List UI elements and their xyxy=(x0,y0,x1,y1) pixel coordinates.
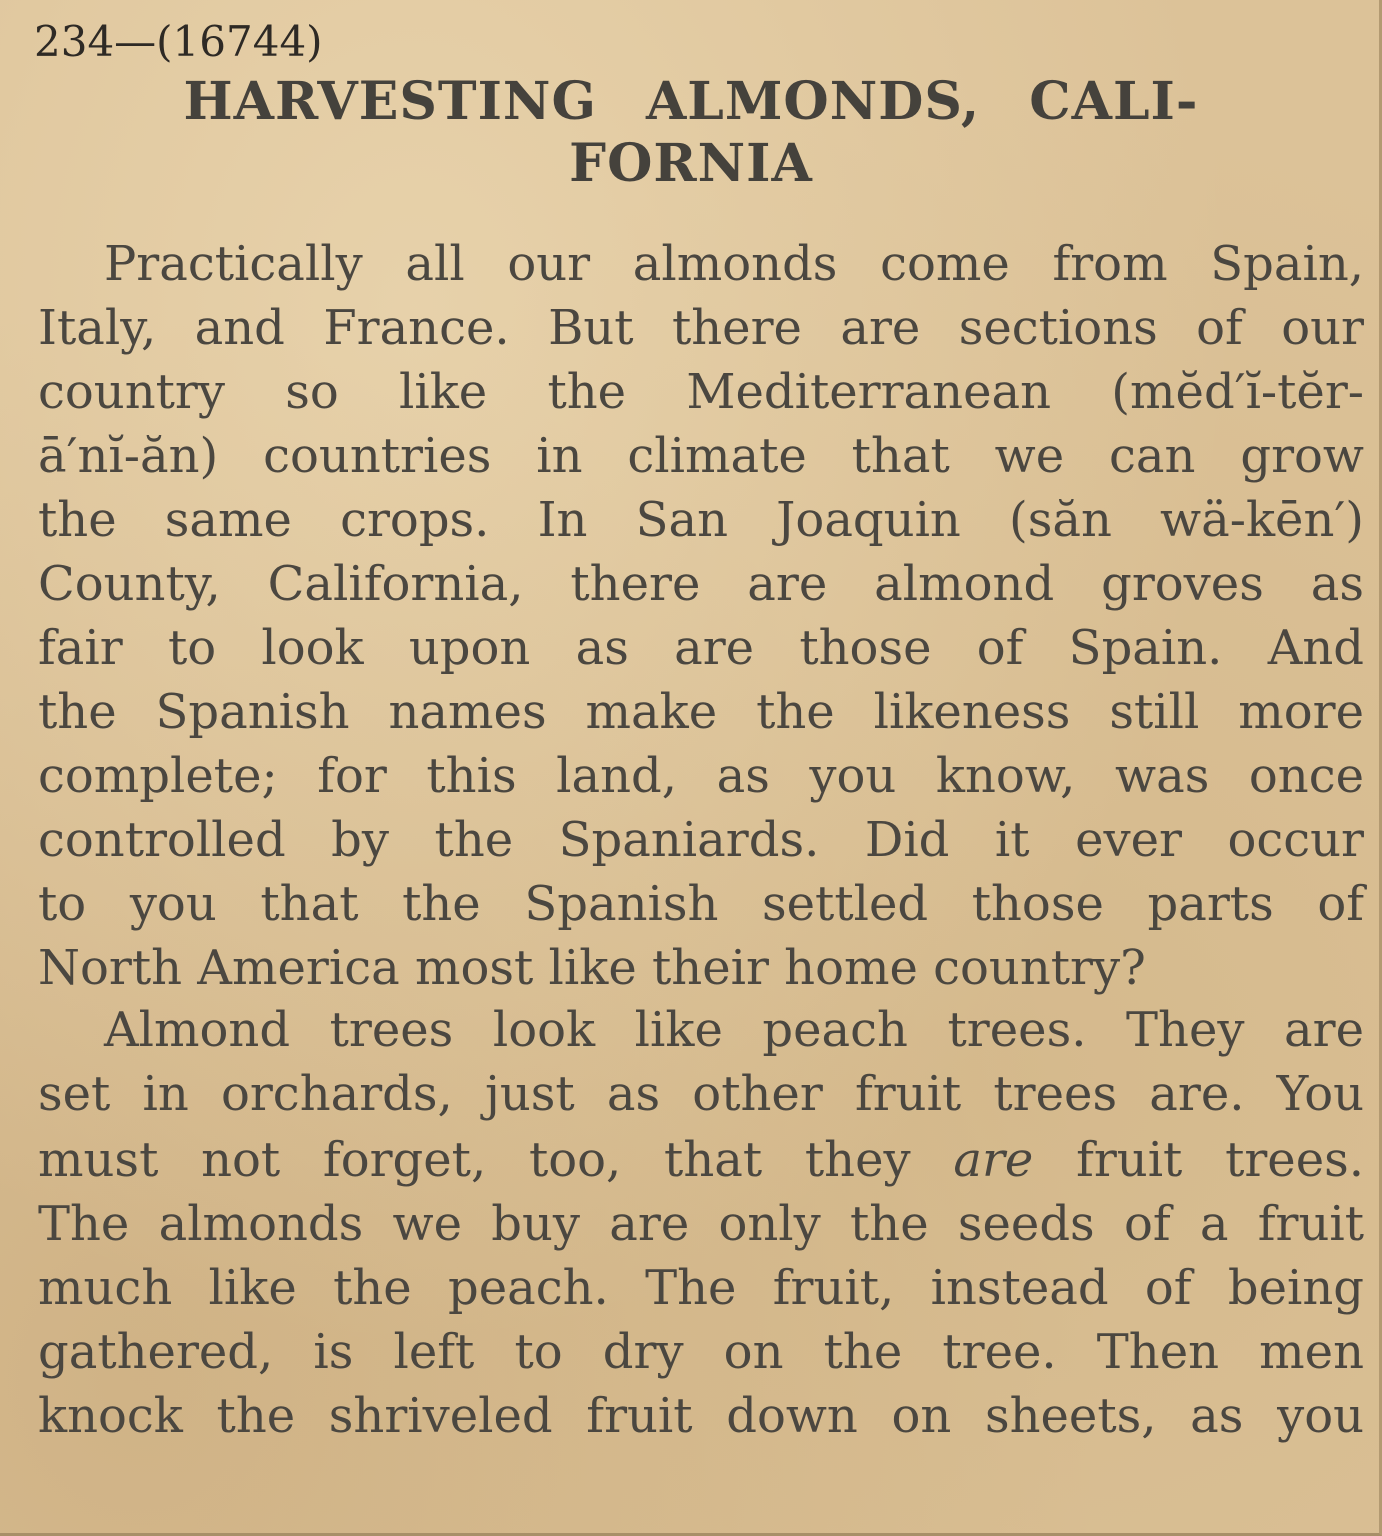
body-text-line: controlled by the Spaniards. Did it ever occur xyxy=(38,812,1364,868)
body-text-fragment: fruit trees. xyxy=(1033,1132,1365,1188)
body-text-line: ā′nĭ-ăn) countries in climate that we can grow xyxy=(38,428,1364,484)
body-text-line: fair to look upon as are those of Spain. And xyxy=(38,620,1364,676)
body-text-line: much like the peach. The fruit, instead of being xyxy=(38,1260,1364,1316)
body-text-line-with-emphasis xyxy=(38,1128,1364,1192)
body-text-line: country so like the Mediterranean (mĕd′ĭ-tĕr- xyxy=(38,364,1364,420)
body-text-line: Italy, and France. But there are sections of our xyxy=(38,300,1364,356)
body-text-line: set in orchards, just as other fruit trees are. You xyxy=(38,1066,1364,1122)
body-text-line: North America most like their home country? xyxy=(38,940,1146,996)
body-text-fragment: must not forget, too, that they xyxy=(38,1132,954,1188)
body-text-emphasis: are xyxy=(953,1132,1034,1188)
body-text-line: the same crops. In San Joaquin (săn wä-kēn′) xyxy=(38,492,1364,548)
body-text-line: the Spanish names make the likeness still more xyxy=(38,684,1364,740)
body-text-line: The almonds we buy are only the seeds of a fruit xyxy=(38,1196,1364,1252)
body-text-line: complete; for this land, as you know, was once xyxy=(38,748,1364,804)
card-title-line-2: FORNIA xyxy=(569,133,813,194)
card-number: 234—(16744) xyxy=(34,17,323,66)
body-text-line: Practically all our almonds come from Spain, xyxy=(104,236,1364,292)
body-text-line: knock the shriveled fruit down on sheets, as you xyxy=(38,1388,1364,1444)
card-title-line-1: HARVESTING ALMONDS, CALI- xyxy=(183,71,1199,132)
body-text-line: County, California, there are almond groves as xyxy=(38,556,1364,612)
body-text-line: Almond trees look like peach trees. They are xyxy=(104,1002,1364,1058)
body-text-line: gathered, is left to dry on the tree. Then men xyxy=(38,1324,1364,1380)
body-text-line: to you that the Spanish settled those parts of xyxy=(38,876,1364,932)
